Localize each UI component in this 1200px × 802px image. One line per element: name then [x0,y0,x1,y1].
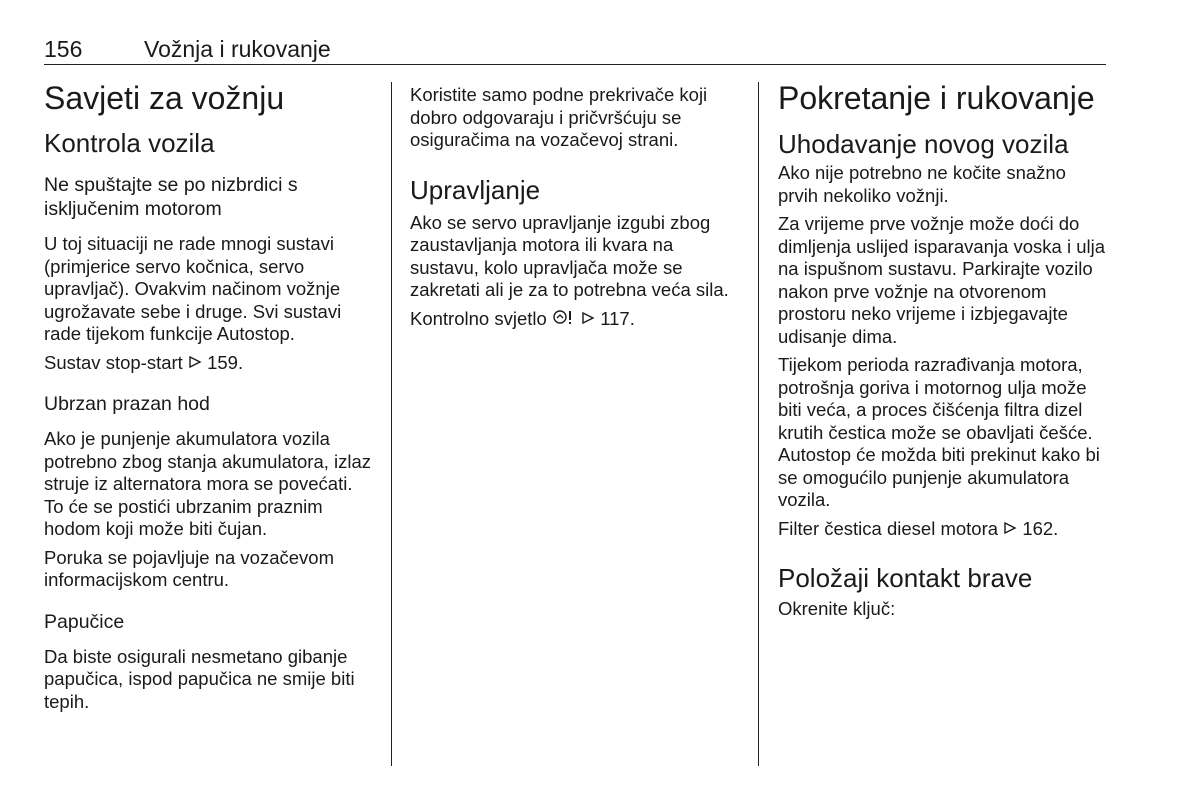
section-heading-driving-tips: Savjeti za vožnju [44,80,285,116]
paragraph-braking: Ako nije potrebno ne kočite snažno prvih nekoliko vožnji. [778,162,1066,206]
topic-title-pedals: Papučice [44,610,125,633]
reference-stop-start [44,352,374,375]
column-left [44,78,374,713]
paragraph-floor-mats: Koristite samo podne prekrivače koji dobro odgovaraju i pričvršćuju se osiguračima na vozačevoj strani. [410,84,708,150]
paragraph-pedals: Da biste osigurali nesmetano gibanje papučica, ispod papučica ne smije biti tepih. [44,645,355,712]
paragraph-turn-key: Okrenite ključ: [778,598,896,619]
subheading-steering: Upravljanje [410,174,541,205]
paragraph-coasting: U toj situaciji ne rade mnogi sustavi (primjerice servo kočnica, servo upravljač). Ovakvim načinom vožnje ugrožavate sebe i druge. Svi sustavi rade tijekom funkcije Autostop. [44,233,342,344]
column-right [778,78,1108,621]
paragraph-idle-speed: Ako je punjenje akumulatora vozila potrebno zbog stanja akumulatora, izlaz struje iz alternatora mora se povećati. To će se postići ubrzanim praznim hodom koji može biti čujan. [44,428,372,539]
reference-text: Sustav stop-start [44,351,183,373]
paragraph-fuel-consumption: Tijekom perioda razrađivanja motora, potrošnja goriva i motornog ulja može biti veća, a proces čišćenja filtra dizel krutih čestica može se obavljati češće. Autostop će možda biti prekinut kako bi se omogućilo punjenje akumulatora vozila. [778,354,1100,510]
subheading-breaking-in: Uhodavanje novog vozila [778,129,1069,159]
page-reference-arrow-icon [581,308,595,331]
column-divider-2 [758,82,759,766]
paragraph-driver-info: Poruka se pojavljuje na vozačevom informacijskom centru. [44,546,334,590]
column-middle [410,84,740,330]
paragraph-smoke: Za vrijeme prve vožnje može doći do dimljenja uslijed isparavanja voska i ulja na ispušnom sustavu. Parkirajte vozilo nakon prve vožnje na otvorenom prostoru neko vrijeme i izbjegavajte udisanje dima. [778,213,1106,347]
page-reference-arrow-icon [188,352,202,375]
page-number: 156 [44,36,83,62]
section-heading-starting: Pokretanje i rukovanje [778,80,1095,116]
topic-title-idle-speed: Ubrzan prazan hod [44,393,210,415]
column-divider-1 [391,82,392,766]
steering-warning-icon [552,308,576,331]
reference-text: Filter čestica diesel motora [778,517,999,539]
reference-page[interactable]: 117. [600,307,635,329]
reference-page[interactable]: 162. [1022,517,1059,539]
paragraph-steering: Ako se servo upravljanje izgubi zbog zaustavljanja motora ili kvara na sustavu, kolo upravljača može se zakretati ali je za to potrebna veća sila. [410,211,729,300]
subheading-ignition-positions: Položaji kontakt brave [778,563,1033,593]
reference-particle-filter [778,518,1108,541]
reference-page[interactable]: 159. [207,351,244,373]
page-reference-arrow-icon [1003,518,1017,541]
reference-control-light [410,308,740,331]
subheading-vehicle-control: Kontrola vozila [44,128,215,158]
chapter-title: Vožnja i rukovanje [144,36,331,62]
reference-text: Kontrolno svjetlo [410,307,547,329]
topic-title-coasting: Ne spuštajte se po nizbrdici s isključenim motorom [44,174,298,220]
page-header [44,36,1106,65]
